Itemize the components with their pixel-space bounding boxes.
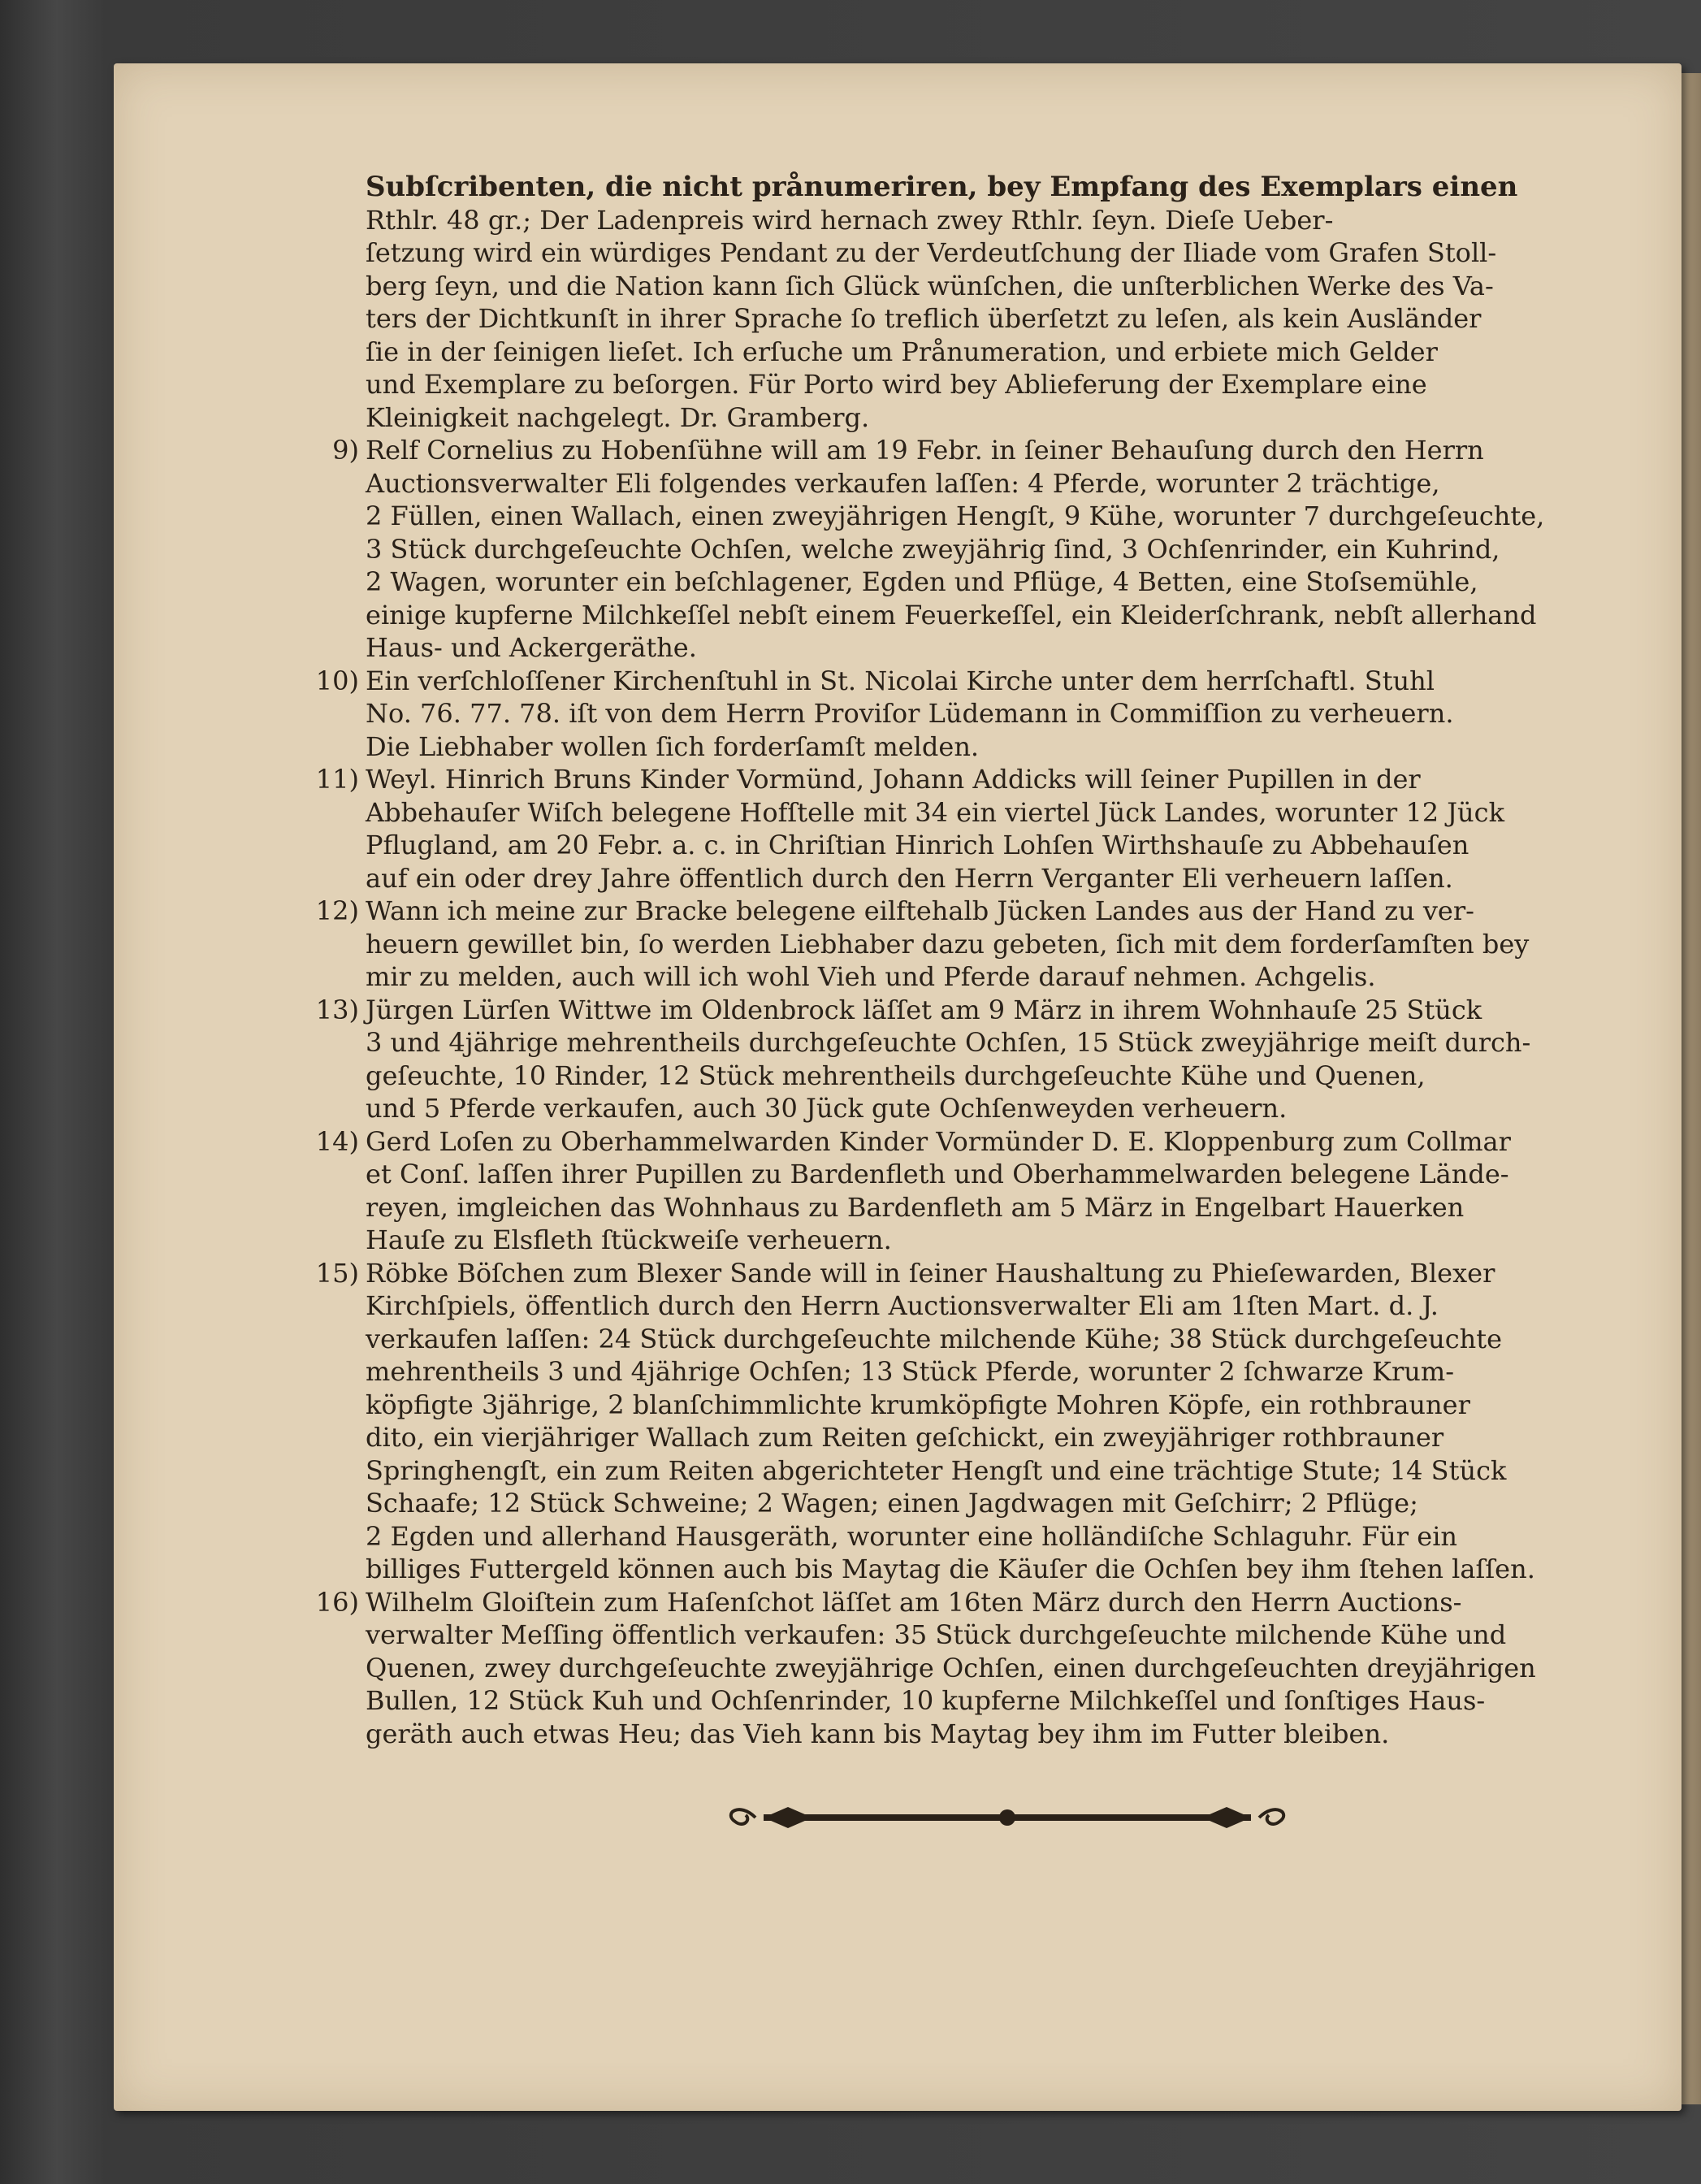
line-text: Gerd Loſen zu Oberhammelwarden Kinder Vormünder D. E. Kloppenburg zum Collmar <box>366 1125 1511 1157</box>
line-text: Die Liebhaber wollen ſich forderſamſt melden. <box>366 730 980 762</box>
text-line <box>366 1026 1584 1060</box>
line-text: Springhengſt, ein zum Reiten abgerichteter Hengſt und eine trächtige Stute; 14 Stück <box>366 1454 1507 1486</box>
text-line <box>366 1684 1584 1718</box>
line-text: reyen, imgleichen das Wohnhaus zu Bardenfleth am 5 März in Engelbart Hauerken <box>366 1191 1465 1223</box>
line-text: 3 Stück durchgeſeuchte Ochſen, welche zweyjährig ſind, 3 Ochſenrinder, ein Kuhrind, <box>366 533 1500 565</box>
line-text: ters der Dichtkunſt in ihrer Sprache ſo treflich überſetzt zu leſen, als kein Ausländer <box>366 303 1482 334</box>
line-text: ſie in der ſeinigen lieſet. Ich erſuche um Prånumeration, und erbiete mich Gelder <box>366 336 1438 367</box>
text-line <box>366 270 1584 303</box>
line-text: Rthlr. 48 gr.; Der Ladenpreis wird hernach zwey Rthlr. ſeyn. Dieſe Ueber- <box>366 204 1334 236</box>
text-line <box>366 1191 1584 1224</box>
line-text: Auctionsverwalter Eli folgendes verkaufen laſſen: 4 Pferde, worunter 2 trächtige, <box>366 467 1440 499</box>
line-text: dito, ein vierjähriger Wallach zum Reiten geſchickt, ein zweyjähriger rothbrauner <box>366 1422 1444 1453</box>
text-line <box>366 960 1584 994</box>
text-line <box>366 171 1584 204</box>
line-text: Röbke Böſchen zum Blexer Sande will in ſeiner Haushaltung zu Phieſewarden, Blexer <box>366 1257 1495 1289</box>
text-line <box>366 500 1584 533</box>
line-text: mir zu melden, auch will ich wohl Vieh und Pferde darauf nehmen. Achgelis. <box>366 961 1376 992</box>
text-line <box>315 763 1584 796</box>
line-text: geſeuchte, 10 Rinder, 12 Stück mehrentheils durchgeſeuchte Kühe und Quenen, <box>366 1060 1426 1091</box>
line-text: Pflugland, am 20 Febr. a. c. in Chriſtian Hinrich Lohſen Wirthshauſe zu Abbehauſen <box>366 830 1469 860</box>
line-text: 2 Wagen, worunter ein beſchlagener, Egden und Pflüge, 4 Betten, eine Stoſsemühle, <box>366 566 1478 597</box>
text-line <box>315 1586 1584 1619</box>
entry-number: 15) <box>315 1257 359 1289</box>
line-text: einige kupferne Milchkeſſel nebſt einem Feuerkeſſel, ein Kleiderſchrank, nebſt allerhand <box>366 599 1537 630</box>
text-line <box>366 1718 1584 1751</box>
line-text: köpfigte 3jährige, 2 blanſchimmlichte krumköpfigte Mohren Köpfe, ein rothbrauner <box>366 1389 1470 1420</box>
text-line <box>332 434 1584 467</box>
text-line <box>366 368 1584 401</box>
text-line <box>366 401 1584 435</box>
line-text: ſetzung wird ein würdiges Pendant zu der Verdeutſchung der Iliade vom Grafen Stoll- <box>366 237 1497 268</box>
text-line <box>366 730 1584 764</box>
text-line <box>315 1257 1584 1290</box>
text-line <box>366 302 1584 336</box>
line-text: und Exemplare zu beſorgen. Für Porto wird bey Ablieferung der Exemplare eine <box>366 369 1427 400</box>
entry-number: 16) <box>315 1586 359 1618</box>
text-line <box>366 1389 1584 1422</box>
line-text: und 5 Pferde verkaufen, auch 30 Jück gute Ochſenweyden verheuern. <box>366 1093 1288 1124</box>
page-text <box>315 171 1584 1750</box>
line-text: auf ein oder drey Jahre öffentlich durch den Herrn Verganter Eli verheuern laſſen. <box>366 862 1453 894</box>
entry-number: 12) <box>315 895 359 926</box>
text-line <box>366 796 1584 830</box>
line-text: Quenen, zwey durchgeſeuchte zweyjährige Ochſen, einen durchgeſeuchten dreyjährigen <box>366 1652 1536 1684</box>
entry-number: 14) <box>315 1125 359 1157</box>
text-line <box>315 994 1584 1027</box>
line-text: verkaufen laſſen: 24 Stück durchgeſeuchte milchende Kühe; 38 Stück durchgeſeuchte <box>366 1323 1503 1354</box>
text-line <box>366 236 1584 270</box>
line-text: Kirchſpiels, öffentlich durch den Herrn Auctionsverwalter Eli am 1ſten Mart. d. J. <box>366 1290 1439 1321</box>
line-text: 2 Egden und allerhand Hausgeräth, worunter eine holländiſche Schlaguhr. Für ein <box>366 1520 1458 1552</box>
entry-number: 13) <box>315 994 359 1025</box>
line-text: Weyl. Hinrich Bruns Kinder Vormünd, Johann Addicks will ſeiner Pupillen in der <box>366 764 1421 795</box>
line-text: Kleinigkeit nachgelegt. Dr. Gramberg. <box>366 401 870 433</box>
line-text: 2 Füllen, einen Wallach, einen zweyjährigen Hengſt, 9 Kühe, worunter 7 durchgeſeuchte, <box>366 500 1545 531</box>
line-text: Bullen, 12 Stück Kuh und Ochſenrinder, 10 kupferne Milchkeſſel und ſonſtiges Haus- <box>366 1685 1486 1716</box>
text-line <box>366 1553 1584 1586</box>
text-line <box>366 599 1584 632</box>
text-line <box>366 336 1584 369</box>
text-line <box>366 1454 1584 1488</box>
text-line <box>366 1618 1584 1652</box>
entry-number: 9) <box>332 435 359 466</box>
line-text: No. 76. 77. 78. iſt von dem Herrn Proviſor Lüdemann in Commiſſion zu verheuern. <box>366 698 1454 729</box>
text-line <box>366 1224 1584 1257</box>
line-text: billiges Futtergeld können auch bis Maytag die Käuſer die Ochſen bey ihm ſtehen laſſen. <box>366 1554 1535 1584</box>
text-line <box>366 829 1584 862</box>
line-text: heuern gewillet bin, ſo werden Liebhaber dazu gebeten, ſich mit dem forderſamſten bey <box>366 928 1530 960</box>
text-line <box>366 533 1584 566</box>
line-text: Abbehauſer Wiſch belegene Hofſtelle mit 34 ein viertel Jück Landes, worunter 12 Jück <box>366 796 1504 828</box>
line-text: Relf Cornelius zu Hobenſühne will am 19 Febr. in ſeiner Behauſung durch den Herrn <box>366 435 1484 466</box>
line-text: et Conſ. laſſen ihrer Pupillen zu Bardenfleth und Oberhammelwarden belegene Lände- <box>366 1159 1509 1190</box>
line-text: Subſcribenten, die nicht prånumeriren, bey Empfang des Exemplars einen <box>366 171 1518 203</box>
line-text: Jürgen Lürſen Wittwe im Oldenbrock läſſet am 9 März in ihrem Wohnhauſe 25 Stück <box>366 994 1482 1025</box>
entry-number: 10) <box>315 665 359 696</box>
text-line <box>366 1060 1584 1093</box>
text-line <box>366 1421 1584 1454</box>
text-line <box>366 1355 1584 1389</box>
text-line <box>366 1092 1584 1125</box>
line-text: Schaafe; 12 Stück Schweine; 2 Wagen; einen Jagdwagen mit Geſchirr; 2 Pflüge; <box>366 1488 1418 1519</box>
line-text: 3 und 4jährige mehrentheils durchgeſeuchte Ochſen, 15 Stück zweyjährige meiſt durch- <box>366 1027 1531 1058</box>
line-text: berg ſeyn, und die Nation kann ſich Glück wünſchen, die unſterblichen Werke des Va- <box>366 270 1494 301</box>
line-text: Ein verſchloſſener Kirchenſtuhl in St. Nicolai Kirche unter dem herrſchaftl. Stuhl <box>366 665 1435 696</box>
line-text: mehrentheils 3 und 4jährige Ochſen; 13 Stück Pferde, worunter 2 ſchwarze Krum- <box>366 1356 1454 1387</box>
text-line <box>366 467 1584 500</box>
text-line <box>366 1520 1584 1554</box>
text-line <box>366 1289 1584 1323</box>
line-text: verwalter Meſſing öffentlich verkaufen: 35 Stück durchgeſeuchte milchende Kühe und <box>366 1619 1507 1650</box>
text-line <box>366 1652 1584 1685</box>
text-line <box>366 1158 1584 1191</box>
text-line <box>366 862 1584 895</box>
entry-number: 11) <box>315 764 359 795</box>
line-text: Wann ich meine zur Bracke belegene eilftehalb Jücken Landes aus der Hand zu ver- <box>366 895 1474 926</box>
text-line <box>366 928 1584 961</box>
text-line <box>315 895 1584 928</box>
text-line <box>366 566 1584 599</box>
line-text: geräth auch etwas Heu; das Vieh kann bis Maytag bey ihm im Futter bleiben. <box>366 1718 1390 1749</box>
text-line <box>366 1323 1584 1356</box>
text-line <box>366 697 1584 730</box>
text-line <box>366 1487 1584 1520</box>
line-text: Haus- und Ackergeräthe. <box>366 632 697 663</box>
text-line <box>315 1125 1584 1159</box>
line-text: Wilhelm Gloiſtein zum Haſenſchot läſſet am 16ten März durch den Herrn Auctions- <box>366 1586 1462 1618</box>
line-text: Hauſe zu Elsfleth ſtückweiſe verheuern. <box>366 1224 892 1255</box>
text-line <box>366 204 1584 237</box>
text-line <box>366 631 1584 665</box>
ornament-divider <box>723 1797 1292 1838</box>
text-line <box>315 665 1584 698</box>
